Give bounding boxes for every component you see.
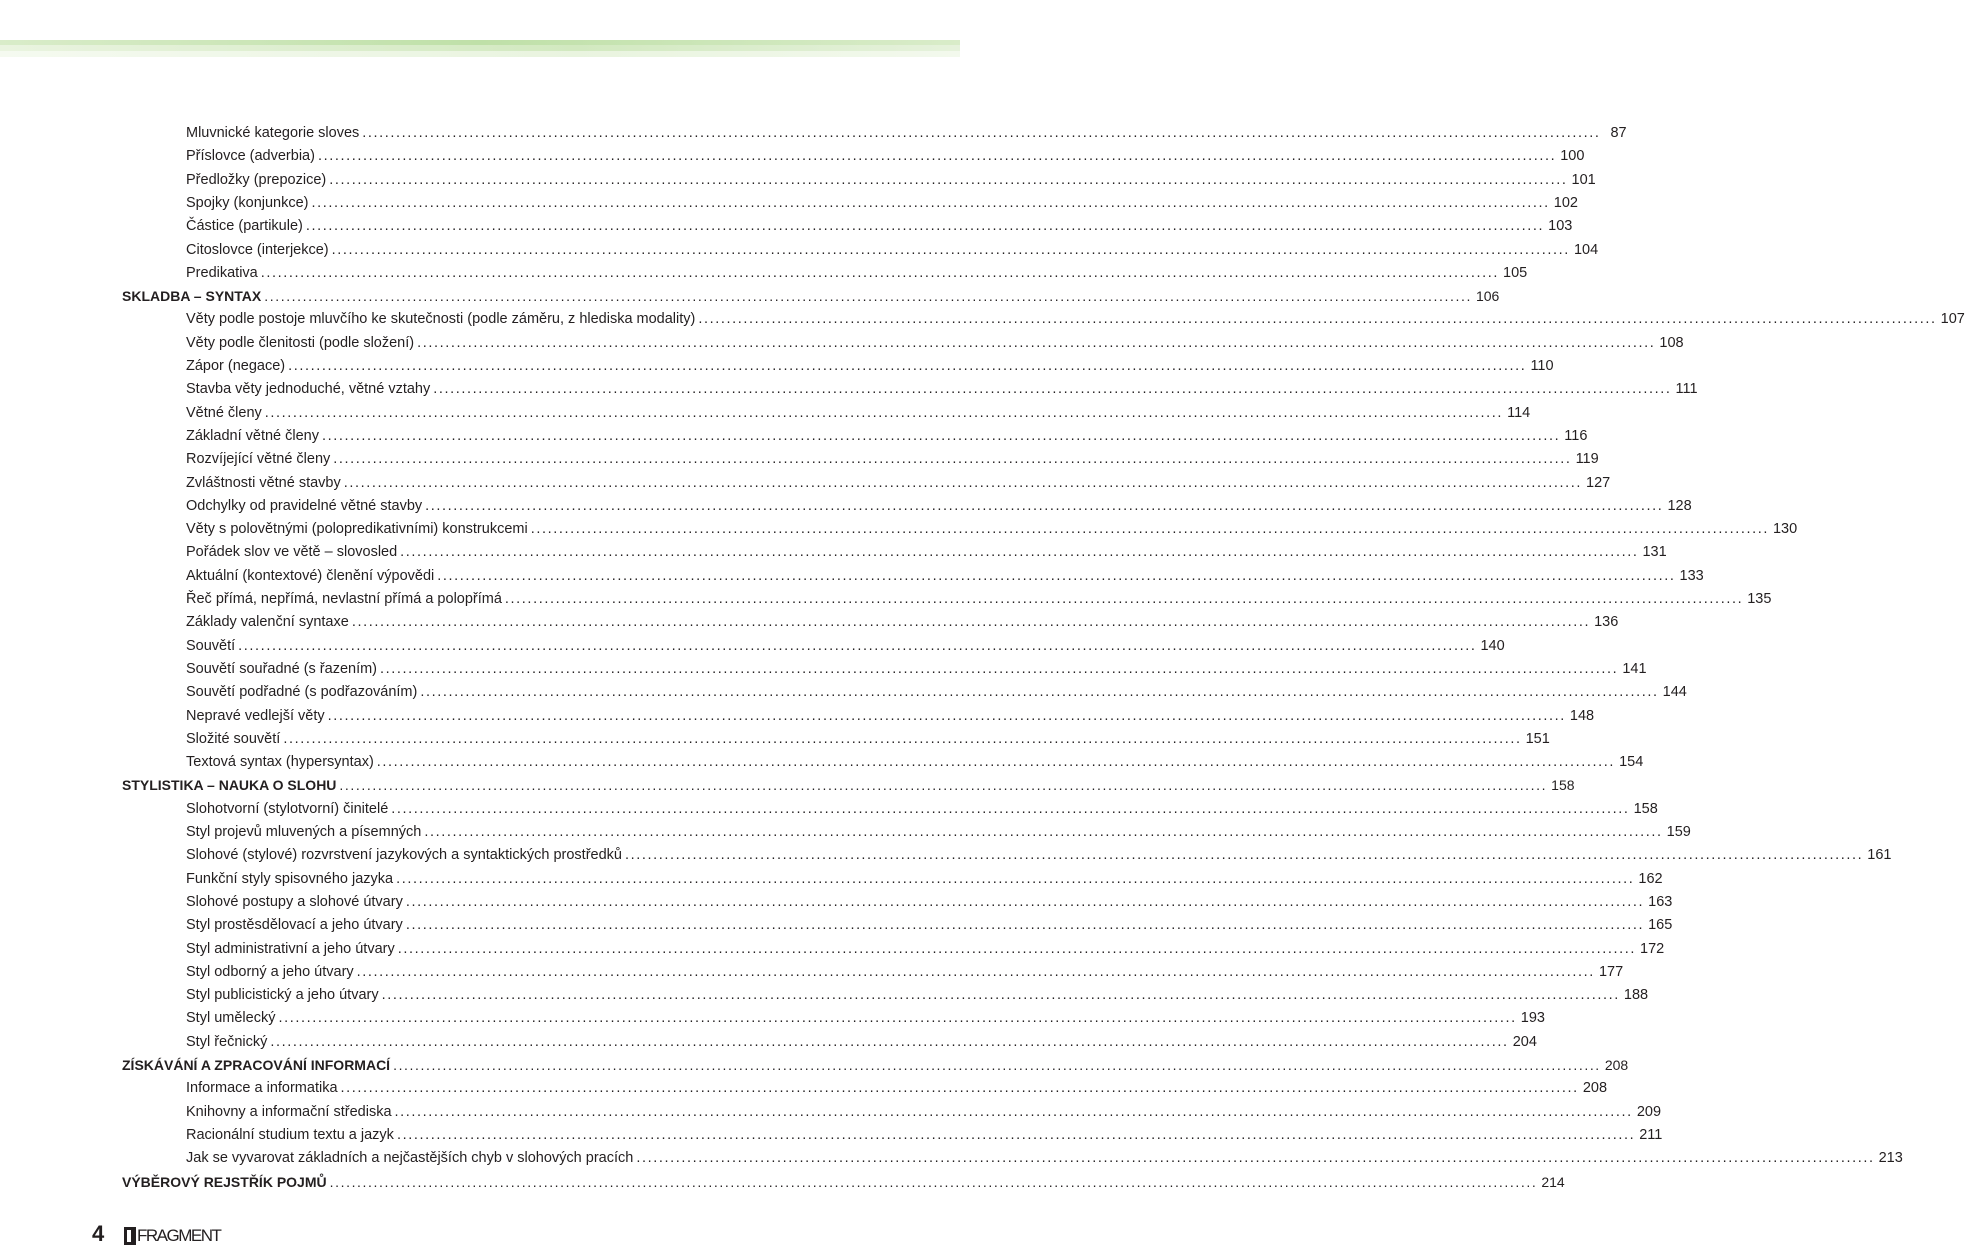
toc-entry-title: Slohové (stylové) rozvrstvení jazykových a syntaktických prostředků xyxy=(186,847,622,864)
toc-entry-title: Nepravé vedlejší věty xyxy=(186,707,325,724)
toc-entry-row xyxy=(186,705,1595,728)
toc-dot-leader: ............................................................................................................................................................................................................................ xyxy=(504,591,1744,607)
toc-entry-page: 116 xyxy=(1564,427,1588,444)
toc-entry-title: Styl řečnický xyxy=(186,1033,268,1050)
toc-entry-page: 110 xyxy=(1530,358,1554,374)
toc-dot-leader: ............................................................................................................................................................................................................................ xyxy=(433,381,1672,398)
toc-entry-title: Styl odborný a jeho útvary xyxy=(186,963,354,980)
toc-entry-page: 188 xyxy=(1623,987,1649,1004)
toc-entry-page: 119 xyxy=(1575,451,1599,468)
toc-entry-page: 193 xyxy=(1520,1010,1545,1027)
toc-dot-leader: ............................................................................................................................................................................................................................ xyxy=(351,614,1591,631)
toc-entry-title: Souvětí souřadné (s řazením) xyxy=(186,660,378,677)
toc-dot-leader: ............................................................................................................................................................................................................................ xyxy=(396,870,1635,887)
toc-entry-row xyxy=(186,425,1588,448)
toc-entry-row xyxy=(186,798,1658,821)
toc-entry-page: 128 xyxy=(1667,497,1692,514)
toc-entry-row xyxy=(186,355,1554,378)
toc-dot-leader: ............................................................................................................................................................................................................................ xyxy=(311,194,1550,211)
toc-entry-title: Styl umělecký xyxy=(186,1010,276,1027)
toc-entry-title: Jak se vyvarovat základních a nejčastějších chyb v slohových pracích xyxy=(186,1150,634,1167)
toc-entry-title: Knihovny a informační střediska xyxy=(186,1103,392,1120)
toc-entry-title: Aktuální (kontextové) členění výpovědi xyxy=(186,567,435,584)
toc-entry-title: Zvláštnosti větné stavby xyxy=(186,474,341,491)
toc-entry-row xyxy=(186,821,1691,844)
toc-entry-title: Rozvíjející větné členy xyxy=(186,451,331,468)
toc-dot-leader: ............................................................................................................................................................................................................................ xyxy=(288,358,1527,374)
toc-entry-page: 161 xyxy=(1867,847,1892,864)
toc-entry-page: 162 xyxy=(1638,870,1663,887)
toc-entry-row xyxy=(186,215,1573,238)
toc-entry-row xyxy=(186,844,1892,867)
toc-dot-leader: ............................................................................................................................................................................................................................ xyxy=(340,1080,1579,1097)
toc-entry-row xyxy=(186,751,1644,774)
toc-entry-page: 127 xyxy=(1586,474,1611,491)
toc-dot-leader: ............................................................................................................................................................................................................................ xyxy=(322,427,1561,444)
toc-dot-leader: ............................................................................................................................................................................................................................ xyxy=(420,684,1659,701)
toc-entry-row xyxy=(186,145,1585,168)
toc-dot-leader: ............................................................................................................................................................................................................................ xyxy=(283,730,1522,747)
toc-entry-row xyxy=(186,495,1692,518)
toc-entry-row xyxy=(186,938,1665,961)
toc-entry-row xyxy=(186,868,1663,891)
toc-entry-page: 165 xyxy=(1648,917,1673,934)
toc-entry-page: 211 xyxy=(1639,1126,1663,1143)
toc-entry-title: Pořádek slov ve větě – slovosled xyxy=(186,544,398,561)
toc-entry-title: Příslovce (adverbia) xyxy=(186,148,315,165)
toc-entry-page: 208 xyxy=(1582,1080,1608,1097)
toc-entry-title: Citoslovce (interjekce) xyxy=(186,241,329,258)
toc-entry-page: 158 xyxy=(1633,800,1658,817)
toc-entry-row xyxy=(186,472,1611,495)
toc-entry-row xyxy=(186,588,1772,611)
toc-entry-row xyxy=(186,891,1673,914)
toc-dot-leader: ............................................................................................................................................................................................................................ xyxy=(397,940,1637,957)
toc-entry-page: 130 xyxy=(1772,521,1798,538)
toc-dot-leader: ............................................................................................................................................................................................................................ xyxy=(260,264,1500,281)
toc-entry-page: 108 xyxy=(1659,334,1684,351)
toc-entry-page: 163 xyxy=(1648,893,1673,910)
toc-entry-page: 213 xyxy=(1878,1150,1903,1167)
toc-entry-page: 111 xyxy=(1675,381,1698,398)
toc-entry-row xyxy=(186,611,1619,634)
toc-entry-title: Věty podle postoje mluvčího ke skutečnosti (podle záměru, z hlediska modality) xyxy=(186,311,696,328)
toc-entry-page: 101 xyxy=(1571,171,1596,188)
toc-entry-title: Funkční styly spisovného jazyka xyxy=(186,870,394,887)
toc-entry-row xyxy=(186,1101,1662,1124)
toc-dot-leader: ............................................................................................................................................................................................................................ xyxy=(380,660,1619,677)
toc-entry-row xyxy=(186,378,1698,401)
toc-entry-page: 158 xyxy=(1551,777,1575,794)
toc-entry-page: 208 xyxy=(1604,1057,1629,1073)
toc-entry-page: 154 xyxy=(1619,754,1644,771)
page-number: 4 xyxy=(92,1221,105,1246)
toc-entry-row xyxy=(186,122,1627,145)
toc-entry-page: 107 xyxy=(1940,311,1965,328)
toc-entry-page: 148 xyxy=(1569,707,1595,724)
toc-entry-row xyxy=(186,1077,1608,1100)
header-band-bottom xyxy=(0,51,960,57)
toc-entry-row xyxy=(186,658,1647,681)
toc-entry-title: Mluvnické kategorie sloves xyxy=(186,125,360,141)
toc-entry-title: Zápor (negace) xyxy=(186,358,286,374)
toc-dot-leader: ............................................................................................................................................................................................................................ xyxy=(264,288,1472,305)
toc-entry-page: 151 xyxy=(1525,730,1550,747)
toc-entry-title: Styl prostěsdělovací a jeho útvary xyxy=(186,917,403,934)
toc-entry-title: Větné členy xyxy=(186,404,262,421)
publisher-logo xyxy=(124,1224,220,1248)
toc-dot-leader: ............................................................................................................................................................................................................................ xyxy=(329,1173,1538,1190)
toc-entry-title: Věty s polovětnými (polopredikativními) konstrukcemi xyxy=(186,521,528,538)
toc-entry-title: Souvětí xyxy=(186,637,236,654)
toc-dot-leader: ............................................................................................................................................................................................................................ xyxy=(305,218,1545,235)
toc-entry-row xyxy=(186,448,1599,471)
toc-dot-leader: ............................................................................................................................................................................................................................ xyxy=(317,148,1557,165)
toc-entry-row xyxy=(186,239,1599,262)
toc-entry-row xyxy=(186,332,1684,355)
toc-entry-row xyxy=(186,1124,1663,1147)
toc-entry-title: Styl publicistický a jeho útvary xyxy=(186,987,379,1004)
toc-dot-leader: ............................................................................................................................................................................................................................ xyxy=(636,1150,1875,1167)
toc-entry-row xyxy=(186,914,1673,937)
toc-dot-leader: ............................................................................................................................................................................................................................ xyxy=(278,1010,1517,1027)
toc-entry-row xyxy=(186,169,1596,192)
toc-entry-row xyxy=(186,402,1531,425)
toc-entry-page: 133 xyxy=(1679,567,1704,584)
toc-dot-leader: ............................................................................................................................................................................................................................ xyxy=(393,1057,1601,1073)
toc-dot-leader: ............................................................................................................................................................................................................................ xyxy=(396,1126,1636,1143)
toc-dot-leader: ............................................................................................................................................................................................................................ xyxy=(424,824,1663,840)
logo-text: FRAGMENT xyxy=(137,1226,221,1245)
toc-entry-title: Textová syntax (hypersyntax) xyxy=(186,754,374,771)
toc-entry-page: 100 xyxy=(1560,148,1585,165)
toc-dot-leader: ............................................................................................................................................................................................................................ xyxy=(437,567,1676,584)
toc-entry-row xyxy=(186,262,1528,285)
toc-entry-row xyxy=(186,1147,1903,1170)
toc-entry-row xyxy=(186,681,1687,704)
toc-entry-title: Styl projevů mluvených a písemných xyxy=(186,824,422,840)
toc-entry-title: Slohotvorní (stylotvorní) činitelé xyxy=(186,800,389,817)
toc-entry-page: 135 xyxy=(1747,591,1772,607)
toc-dot-leader: ............................................................................................................................................................................................................................ xyxy=(405,917,1645,934)
toc-entry-row xyxy=(186,984,1649,1007)
toc-entry-row xyxy=(186,1007,1545,1030)
toc-entry-title: Racionální studium textu a jazyk xyxy=(186,1126,394,1143)
toc-entry-page: 87 xyxy=(1610,125,1627,141)
logo-mark-icon xyxy=(124,1227,136,1245)
toc-dot-leader: ............................................................................................................................................................................................................................ xyxy=(405,893,1645,910)
toc-entry-row xyxy=(186,728,1550,751)
toc-entry-page: 114 xyxy=(1507,404,1531,421)
toc-section-row xyxy=(122,1171,1565,1194)
toc-entry-title: ZÍSKÁVÁNÍ A ZPRACOVÁNÍ INFORMACÍ xyxy=(122,1057,391,1073)
toc-entry-row xyxy=(186,541,1667,564)
toc-dot-leader: ............................................................................................................................................................................................................................ xyxy=(391,800,1630,817)
toc-entry-page: 177 xyxy=(1598,963,1624,980)
toc-dot-leader: ............................................................................................................................................................................................................................ xyxy=(698,311,1937,328)
toc-entry-title: Odchylky od pravidelné větné stavby xyxy=(186,497,423,514)
toc-entry-title: Složité souvětí xyxy=(186,730,281,747)
toc-dot-leader: ............................................................................................................................................................................................................................ xyxy=(329,171,1568,188)
toc-entry-title: Řeč přímá, nepřímá, nevlastní přímá a polopřímá xyxy=(186,591,502,607)
toc-entry-title: Informace a informatika xyxy=(186,1080,338,1097)
toc-entry-page: 140 xyxy=(1480,637,1505,654)
toc-entry-page: 144 xyxy=(1662,684,1687,701)
toc-entry-row xyxy=(186,192,1578,215)
toc-entry-title: Stavba věty jednoduché, větné vztahy xyxy=(186,381,431,398)
toc-dot-leader: ............................................................................................................................................................................................................................ xyxy=(343,474,1583,491)
toc-entry-title: Spojky (konjunkce) xyxy=(186,194,309,211)
toc-entry-title: Částice (partikule) xyxy=(186,218,303,235)
toc-entry-page: 172 xyxy=(1640,940,1665,957)
toc-dot-leader: ............................................................................................................................................................................................................................ xyxy=(530,521,1769,538)
toc-entry-page: 209 xyxy=(1636,1103,1662,1120)
toc-entry-title: Styl administrativní a jeho útvary xyxy=(186,940,395,957)
toc-dot-leader: ............................................................................................................................................................................................................................ xyxy=(238,637,1477,654)
toc-entry-title: VÝBĚROVÝ REJSTŘÍK POJMŮ xyxy=(122,1173,327,1190)
toc-entry-page: 136 xyxy=(1594,614,1619,631)
toc-entry-title: Slohové postupy a slohové útvary xyxy=(186,893,403,910)
toc-dot-leader: ............................................................................................................................................................................................................................ xyxy=(264,404,1504,421)
toc-entry-page: 159 xyxy=(1666,824,1691,840)
toc-section-row xyxy=(122,285,1500,308)
toc-entry-title: Souvětí podřadné (s podřazováním) xyxy=(186,684,418,701)
toc-entry-page: 102 xyxy=(1553,194,1578,211)
toc-entry-title: Základní větné členy xyxy=(186,427,319,444)
toc-dot-leader: ............................................................................................................................................................................................................................ xyxy=(327,707,1566,724)
toc-entry-title: Základy valenční syntaxe xyxy=(186,614,349,631)
toc-entry-title: Věty podle členitosti (podle složení) xyxy=(186,334,415,351)
toc-entry-row xyxy=(186,635,1505,658)
toc-dot-leader: ............................................................................................................................................................................................................................ xyxy=(376,754,1616,771)
toc-dot-leader: ............................................................................................................................................................................................................................ xyxy=(381,987,1620,1004)
toc-entry-title: Předložky (prepozice) xyxy=(186,171,327,188)
toc-dot-leader: ............................................................................................................................................................................................................................ xyxy=(333,451,1572,468)
toc-entry-row xyxy=(186,961,1624,984)
toc-entry-title: STYLISTIKA – NAUKA O SLOHU xyxy=(122,777,337,794)
toc-entry-page: 103 xyxy=(1548,218,1573,235)
toc-entry-page: 204 xyxy=(1512,1033,1537,1050)
toc-dot-leader: ............................................................................................................................................................................................................................ xyxy=(339,777,1548,794)
toc-entry-page: 214 xyxy=(1541,1173,1565,1190)
toc-entry-page: 131 xyxy=(1642,544,1667,561)
toc-dot-leader: ............................................................................................................................................................................................................................ xyxy=(417,334,1656,351)
toc-dot-leader: ............................................................................................................................................................................................................................ xyxy=(394,1103,1633,1120)
toc-dot-leader: ............................................................................................................................................................................................................................ xyxy=(356,963,1595,980)
toc-entry-page: 106 xyxy=(1475,288,1500,305)
toc-dot-leader: ............................................................................................................................................................................................................................ xyxy=(425,497,1664,514)
toc-entry-title: SKLADBA – SYNTAX xyxy=(122,288,262,305)
toc-entry-page: 104 xyxy=(1573,241,1599,258)
toc-entry-row xyxy=(186,565,1704,588)
toc-entry-row xyxy=(186,308,1965,331)
toc-dot-leader: ............................................................................................................................................................................................................................ xyxy=(331,241,1570,258)
toc-entry-page: 141 xyxy=(1622,660,1647,677)
toc-entry-row xyxy=(186,1031,1537,1054)
toc-section-row xyxy=(122,774,1575,797)
toc-entry-page: 105 xyxy=(1503,264,1528,281)
toc-dot-leader: ............................................................................................................................................................................................................................ xyxy=(270,1033,1509,1050)
toc-entry-row xyxy=(186,518,1798,541)
toc-entry-title: Predikativa xyxy=(186,264,258,281)
toc-dot-leader: ............................................................................................................................................................................................................................ xyxy=(400,544,1639,561)
toc-section-row xyxy=(122,1054,1629,1077)
toc-dot-leader: ............................................................................................................................................................................................................................ xyxy=(624,847,1864,864)
toc-dot-leader: ............................................................................................................................................................................................................................ xyxy=(362,125,1601,141)
